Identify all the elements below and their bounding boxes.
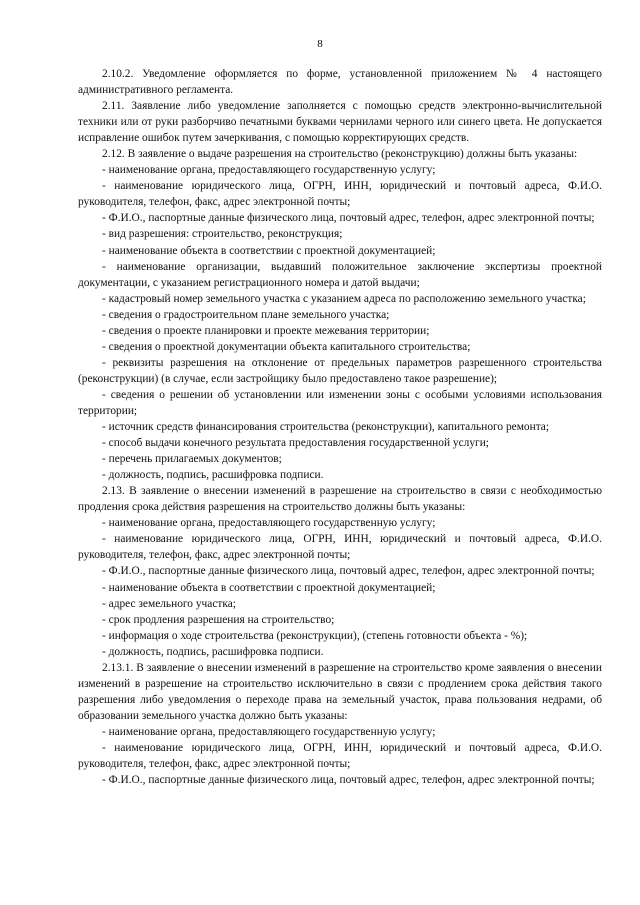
paragraph: - наименование юридического лица, ОГРН, ИНН, юридический и почтовый адреса, Ф.И.О. руководителя, телефон, факс, адрес электронной почты; [78, 533, 602, 562]
paragraph: - наименование объекта в соответствии с проектной документацией; [102, 581, 436, 594]
paragraph: - Ф.И.О., паспортные данные физического лица, почтовый адрес, телефон, адрес электронной почты; [102, 565, 595, 578]
paragraph: - наименование юридического лица, ОГРН, ИНН, юридический и почтовый адреса, Ф.И.О. руководителя, телефон, факс, адрес электронной почты; [78, 180, 602, 209]
paragraph: - должность, подпись, расшифровка подписи. [102, 645, 324, 658]
paragraph: - способ выдачи конечного результата предоставления государственной услуги; [102, 437, 489, 450]
paragraph: 2.11. Заявление либо уведомление заполняется с помощью средств электронно-вычислительной техники или от руки разборчиво печатными буквами чернилами черного или синего цвета. Не допускается исправление ошибок путем зачеркивания, с помощью корректирующих средств. [78, 100, 602, 145]
paragraph: - наименование объекта в соответствии с проектной документацией; [102, 244, 436, 257]
paragraph: 2.13.1. В заявление о внесении изменений в разрешение на строительство кроме заявления о внесении изменений в разрешение на строительство исключительно в связи с продлением срока действия такого разрешения либо уведомления о переходе права на земельный участок, права пользования недрами, об образовании земельного участка должно быть указаны: [78, 661, 602, 722]
paragraph: - должность, подпись, расшифровка подписи. [102, 469, 324, 482]
paragraph: - наименование юридического лица, ОГРН, ИНН, юридический и почтовый адреса, Ф.И.О. руководителя, телефон, факс, адрес электронной почты; [78, 741, 602, 771]
paragraph: - наименование органа, предоставляющего государственную услугу; [102, 517, 436, 530]
paragraph: - наименование органа, предоставляющего государственную услугу; [102, 725, 436, 738]
document-body [78, 66, 602, 788]
paragraph: - сведения о проекте планировки и проекте межевания территории; [102, 324, 430, 337]
paragraph: - сведения о решении об установлении или изменении зоны с особыми условиями использования территории; [78, 388, 602, 417]
paragraph: - вид разрешения: строительство, реконструкция; [102, 228, 343, 241]
paragraph: - кадастровый номер земельного участка с указанием адреса по расположению земельного участка; [102, 292, 586, 305]
page-number: 8 [317, 38, 323, 50]
paragraph: - наименование органа, предоставляющего государственную услугу; [102, 164, 436, 177]
paragraph: 2.10.2. Уведомление оформляется по форме, установленной приложением № 4 настоящего административного регламента. [78, 68, 602, 97]
paragraph: - информация о ходе строительства (реконструкции), (степень готовности объекта - %); [102, 629, 528, 642]
paragraph: 2.13. В заявление о внесении изменений в разрешение на строительство в связи с необходимостью продления срока действия разрешения на строительство должны быть указаны: [78, 485, 602, 514]
paragraph: - сведения о градостроительном плане земельного участка; [102, 308, 390, 321]
paragraph: - адрес земельного участка; [102, 597, 236, 610]
paragraph: - реквизиты разрешения на отклонение от предельных параметров разрешенного строительства (реконструкции) (в случае, если застройщику было предоставлено такое разрешение); [78, 356, 602, 385]
paragraph: - Ф.И.О., паспортные данные физического лица, почтовый адрес, телефон, адрес электронной почты; [102, 774, 595, 787]
paragraph: 2.12. В заявление о выдаче разрешения на строительство (реконструкцию) должны быть указаны: [102, 148, 578, 161]
paragraph: - источник средств финансирования строительства (реконструкции), капитального ремонта; [102, 421, 550, 434]
paragraph: - срок продления разрешения на строительство; [102, 613, 335, 626]
paragraph: - перечень прилагаемых документов; [102, 453, 282, 466]
paragraph: - сведения о проектной документации объекта капитального строительства; [102, 340, 471, 353]
paragraph: - Ф.И.О., паспортные данные физического лица, почтовый адрес, телефон, адрес электронной почты; [102, 212, 595, 225]
paragraph: - наименование организации, выдавший положительное заключение экспертизы проектной документации, с указанием регистрационного номера и датой выдачи; [78, 260, 602, 289]
